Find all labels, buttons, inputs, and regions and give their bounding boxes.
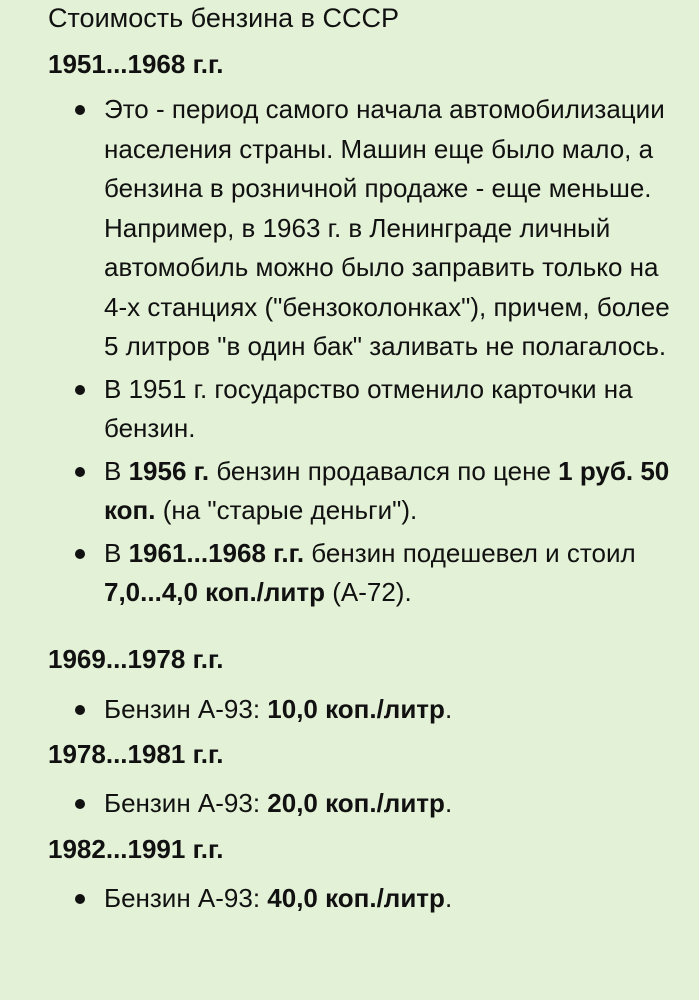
- item-price-bold: 10,0 коп./литр: [267, 693, 445, 724]
- item-text-prefix: В: [104, 455, 129, 486]
- item-text-suffix: .: [444, 882, 453, 913]
- list-item: [49, 879, 677, 919]
- section-heading: 1978...1981 г.г.: [48, 739, 224, 769]
- bullet-icon: [75, 705, 85, 715]
- item-price-bold: 40,0 коп./литр: [267, 882, 445, 913]
- section-1951-1968: [49, 47, 677, 613]
- section-1982-1991: [49, 832, 677, 919]
- section-1969-1978: [49, 642, 677, 730]
- item-text-suffix: (на "старые деньги").: [155, 495, 418, 525]
- item-text-prefix: Бензин А-93:: [104, 693, 268, 724]
- bullet-list: [49, 90, 677, 613]
- list-item: [49, 452, 677, 531]
- item-text-prefix: В: [104, 537, 129, 568]
- item-price-bold: 1 руб. 50 коп.: [104, 455, 670, 525]
- bullet-list: [49, 784, 677, 824]
- item-price-bold: 7,0...4,0 коп./литр: [104, 577, 325, 607]
- item-text-prefix: Бензин А-93:: [104, 882, 268, 913]
- item-price-bold: 20,0 коп./литр: [267, 788, 445, 818]
- section-heading: 1951...1968 г.г.: [48, 49, 224, 79]
- item-text-suffix: (А-72).: [325, 577, 412, 607]
- bullet-icon: [75, 894, 85, 904]
- item-text-suffix: .: [444, 693, 453, 724]
- item-text-middle: бензин продавался по цене: [209, 455, 559, 486]
- item-text: В 1951 г. государство отменило карточки на бензин.: [104, 373, 633, 443]
- bullet-list: [49, 690, 677, 730]
- list-item: [49, 534, 677, 613]
- item-text-middle: бензин подешевел и стоил: [304, 537, 636, 568]
- bullet-icon: [75, 105, 85, 115]
- bullet-list: [49, 879, 677, 919]
- item-text-suffix: .: [444, 788, 453, 818]
- document-title: Стоимость бензина в СССР: [48, 3, 399, 33]
- bullet-icon: [75, 799, 85, 809]
- list-item: [49, 370, 677, 449]
- section-heading: 1969...1978 г.г.: [48, 643, 224, 674]
- section-heading: 1982...1991 г.г.: [48, 833, 224, 864]
- section-1978-1981: [49, 737, 677, 824]
- item-year-bold: 1956 г.: [128, 455, 210, 486]
- item-text: Это - период самого начала автомобилизации населения страны. Машин еще было мало, а бензина в розничной продаже - еще меньше. Например, в 1963 г. в Ленинграде личный автомобиль можно было заправить только на 4-х станциях ("бензоколонках"), причем, более 5 литров "в один бак" заливать не полагалось.: [104, 94, 670, 361]
- list-item: [49, 690, 677, 730]
- list-item: [49, 784, 677, 824]
- bullet-icon: [75, 549, 85, 559]
- bullet-icon: [75, 467, 85, 477]
- item-year-bold: 1961...1968 г.г.: [128, 537, 305, 568]
- item-text-prefix: Бензин А-93:: [104, 788, 268, 818]
- list-item: [49, 90, 677, 367]
- bullet-icon: [75, 385, 85, 395]
